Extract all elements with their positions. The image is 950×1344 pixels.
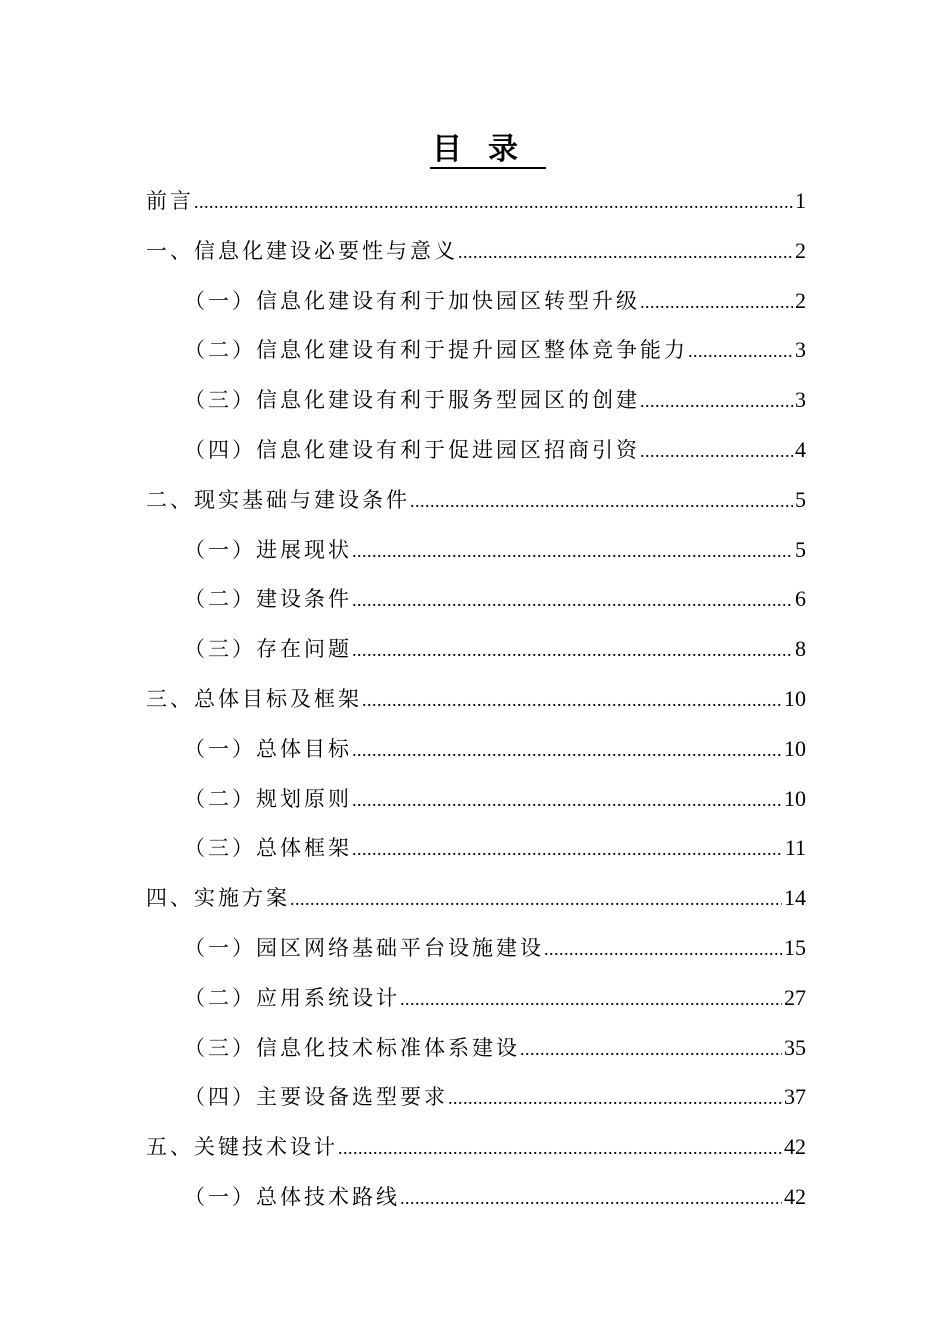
toc-entry-page: 2 (795, 237, 806, 263)
toc-entry[interactable] (146, 873, 806, 923)
toc-entry[interactable] (146, 176, 806, 226)
toc-entry-label: （一）信息化建设有利于加快园区转型升级 (184, 288, 640, 313)
toc-entry-page: 27 (784, 984, 806, 1010)
toc-entry-page: 14 (784, 885, 806, 911)
toc-dot-leader (448, 1074, 782, 1124)
toc-entry-label: （一）总体目标 (184, 736, 352, 761)
toc-dot-leader (640, 278, 793, 328)
toc-entry-page: 15 (784, 934, 806, 960)
toc-dot-leader (352, 776, 782, 826)
toc-entry[interactable] (146, 1072, 806, 1122)
toc-dot-leader (352, 527, 793, 577)
toc-entry-label: （一）园区网络基础平台设施建设 (184, 935, 544, 960)
toc-entry[interactable] (146, 1023, 806, 1073)
toc-entry[interactable] (146, 375, 806, 425)
toc-dot-leader (458, 228, 793, 278)
toc-entry-label: 一、信息化建设必要性与意义 (146, 238, 458, 263)
toc-dot-leader (290, 875, 782, 925)
toc-entry-label: （三）存在问题 (184, 637, 352, 662)
toc-dot-leader (352, 576, 793, 626)
toc-entry[interactable] (146, 674, 806, 724)
toc-entry[interactable] (146, 276, 806, 326)
toc-entry-page: 37 (784, 1084, 806, 1110)
toc-entry-label: （三）信息化建设有利于服务型园区的创建 (184, 388, 640, 413)
toc-entry-page: 6 (795, 586, 806, 612)
toc-entry-label: （二）规划原则 (184, 786, 352, 811)
toc-dot-leader (362, 676, 782, 726)
toc-entry-page: 1 (795, 188, 806, 213)
toc-dot-leader (352, 626, 793, 676)
toc-entry[interactable] (146, 1122, 806, 1172)
toc-list (146, 176, 806, 1222)
toc-dot-leader (688, 327, 793, 377)
toc-entry-label: 二、现实基础与建设条件 (146, 487, 410, 512)
toc-entry-label: （一）进展现状 (184, 537, 352, 562)
toc-entry-page: 5 (795, 536, 806, 562)
toc-entry-page: 3 (795, 337, 806, 363)
toc-entry-page: 5 (795, 486, 806, 512)
toc-dot-leader (640, 377, 793, 427)
page-title (0, 128, 950, 172)
toc-entry[interactable] (146, 724, 806, 774)
toc-entry[interactable] (146, 923, 806, 973)
toc-entry-page: 10 (784, 785, 806, 811)
toc-dot-leader (400, 975, 782, 1025)
toc-entry[interactable] (146, 574, 806, 624)
toc-entry[interactable] (146, 475, 806, 525)
toc-entry-page: 2 (795, 287, 806, 313)
toc-entry-label: （二）应用系统设计 (184, 985, 400, 1010)
toc-entry-page: 42 (784, 1183, 806, 1209)
toc-entry-page: 4 (795, 436, 806, 462)
toc-entry-page: 3 (795, 387, 806, 413)
toc-entry[interactable] (146, 823, 806, 873)
toc-entry-page: 10 (784, 685, 806, 711)
toc-entry[interactable] (146, 525, 806, 575)
toc-entry-label: 前言 (146, 189, 194, 213)
toc-entry[interactable] (146, 425, 806, 475)
toc-dot-leader (352, 726, 782, 776)
toc-entry-label: （三）总体框架 (184, 836, 352, 861)
toc-entry-label: （二）信息化建设有利于提升园区整体竞争能力 (184, 338, 688, 363)
toc-dot-leader (410, 477, 793, 527)
toc-entry-label: （四）主要设备选型要求 (184, 1085, 448, 1110)
toc-entry-page: 10 (784, 735, 806, 761)
toc-entry-page: 35 (784, 1034, 806, 1060)
toc-entry[interactable] (146, 624, 806, 674)
toc-dot-leader (338, 1124, 782, 1174)
toc-dot-leader (520, 1025, 782, 1075)
toc-entry[interactable] (146, 774, 806, 824)
toc-entry-page: 11 (784, 835, 806, 861)
toc-entry[interactable] (146, 325, 806, 375)
toc-title-text: 目录 (432, 132, 544, 167)
toc-entry-label: （二）建设条件 (184, 587, 352, 612)
toc-entry-label: 四、实施方案 (146, 886, 290, 911)
toc-entry[interactable] (146, 1172, 806, 1222)
toc-entry-label: 五、关键技术设计 (146, 1135, 338, 1160)
toc-entry-label: 三、总体目标及框架 (146, 686, 362, 711)
toc-entry[interactable] (146, 226, 806, 276)
toc-entry-label: （一）总体技术路线 (184, 1184, 400, 1209)
toc-entry[interactable] (146, 973, 806, 1023)
toc-dot-leader (194, 178, 793, 228)
toc-dot-leader (400, 1174, 782, 1224)
toc-entry-page: 8 (795, 636, 806, 662)
toc-dot-leader (640, 427, 793, 477)
toc-entry-page: 42 (784, 1134, 806, 1160)
toc-dot-leader (544, 925, 782, 975)
toc-dot-leader (352, 825, 783, 875)
toc-entry-label: （四）信息化建设有利于促进园区招商引资 (184, 437, 640, 462)
toc-entry-label: （三）信息化技术标准体系建设 (184, 1035, 520, 1060)
